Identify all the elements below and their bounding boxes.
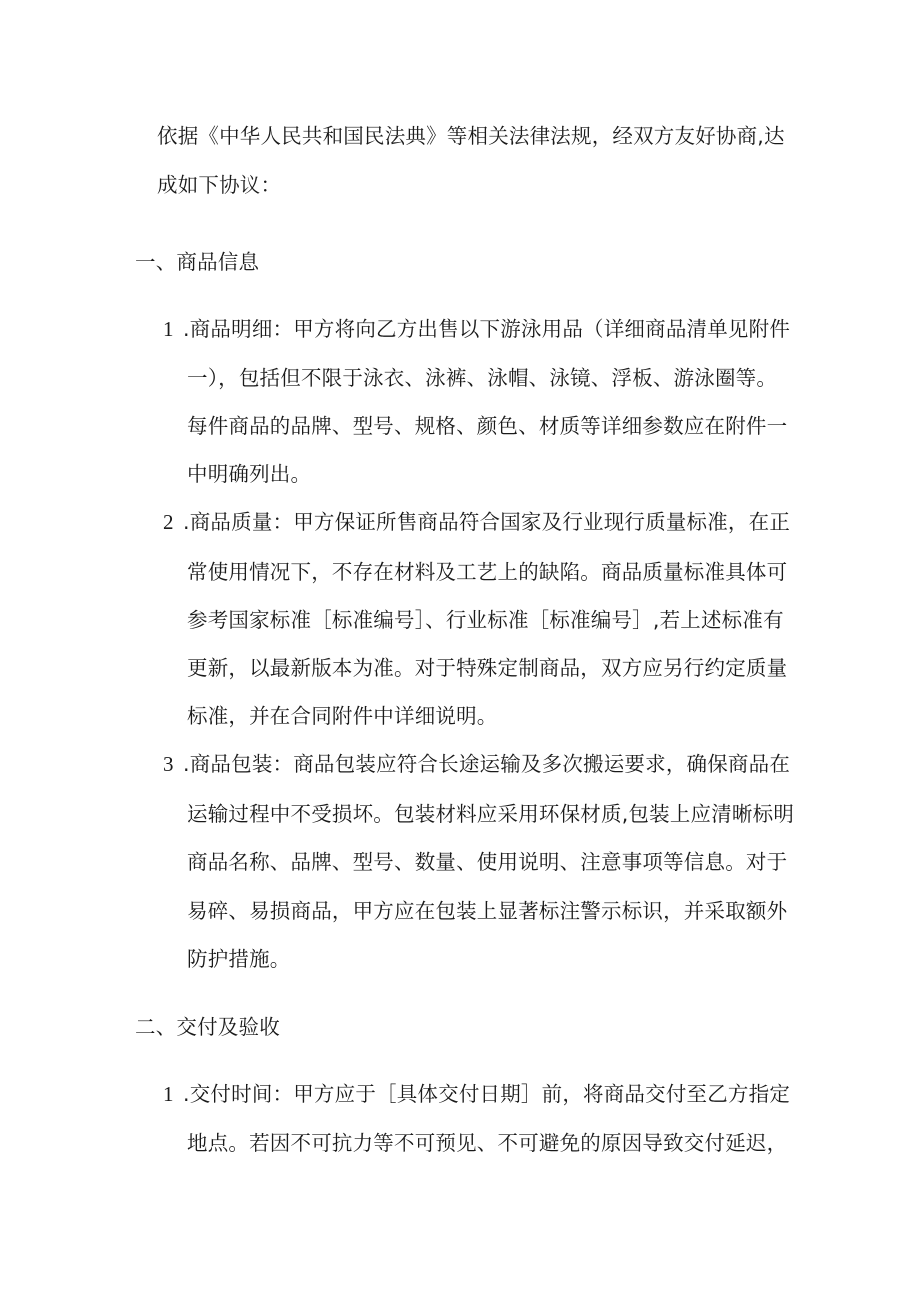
item-line: .商品包装：商品包装应符合长途运输及多次搬运要求，确保商品在 xyxy=(183,752,791,776)
item-line: 参考国家标准［标准编号］、行业标准［标准编号］,若上述标准有 xyxy=(187,608,784,632)
item-line: .交付时间：甲方应于［具体交付日期］前，将商品交付至乙方指定 xyxy=(183,1082,791,1106)
item-line: 标准，并在合同附件中详细说明。 xyxy=(187,704,498,728)
item-line: 中明确列出。 xyxy=(187,462,312,486)
section-heading-2: 二、交付及验收 xyxy=(135,1015,280,1039)
section-heading-1: 一、商品信息 xyxy=(135,250,260,274)
item-number: 3 xyxy=(163,752,174,776)
item-line: 每件商品的品牌、型号、规格、颜色、材质等详细参数应在附件一 xyxy=(187,414,788,438)
item-line: 防护措施。 xyxy=(187,947,291,971)
item-line: .商品质量：甲方保证所售商品符合国家及行业现行质量标准，在正 xyxy=(183,510,791,534)
intro-line-1: 依据《中华人民共和国民法典》等相关法律法规，经双方友好协商,达 xyxy=(157,124,785,148)
item-line: 运输过程中不受损坏。包装材料应采用环保材质,包装上应清晰标明 xyxy=(187,802,795,826)
item-number: 1 xyxy=(163,1082,174,1106)
item-line: 商品名称、品牌、型号、数量、使用说明、注意事项等信息。对于 xyxy=(187,850,788,874)
item-line: 常使用情况下，不存在材料及工艺上的缺陷。商品质量标准具体可 xyxy=(187,560,788,584)
item-line: 一），包括但不限于泳衣、泳裤、泳帽、泳镜、浮板、游泳圈等。 xyxy=(187,366,778,390)
intro-line-2: 成如下协议： xyxy=(157,173,282,197)
item-number: 1 xyxy=(163,317,174,341)
item-line: 易碎、易损商品，甲方应在包装上显著标注警示标识，并采取额外 xyxy=(187,899,788,923)
item-line: 地点。若因不可抗力等不可预见、不可避免的原因导致交付延迟， xyxy=(187,1131,788,1155)
item-line: .商品明细：甲方将向乙方出售以下游泳用品（详细商品清单见附件 xyxy=(183,317,791,341)
item-number: 2 xyxy=(163,510,174,534)
item-line: 更新，以最新版本为准。对于特殊定制商品，双方应另行约定质量 xyxy=(187,656,788,680)
